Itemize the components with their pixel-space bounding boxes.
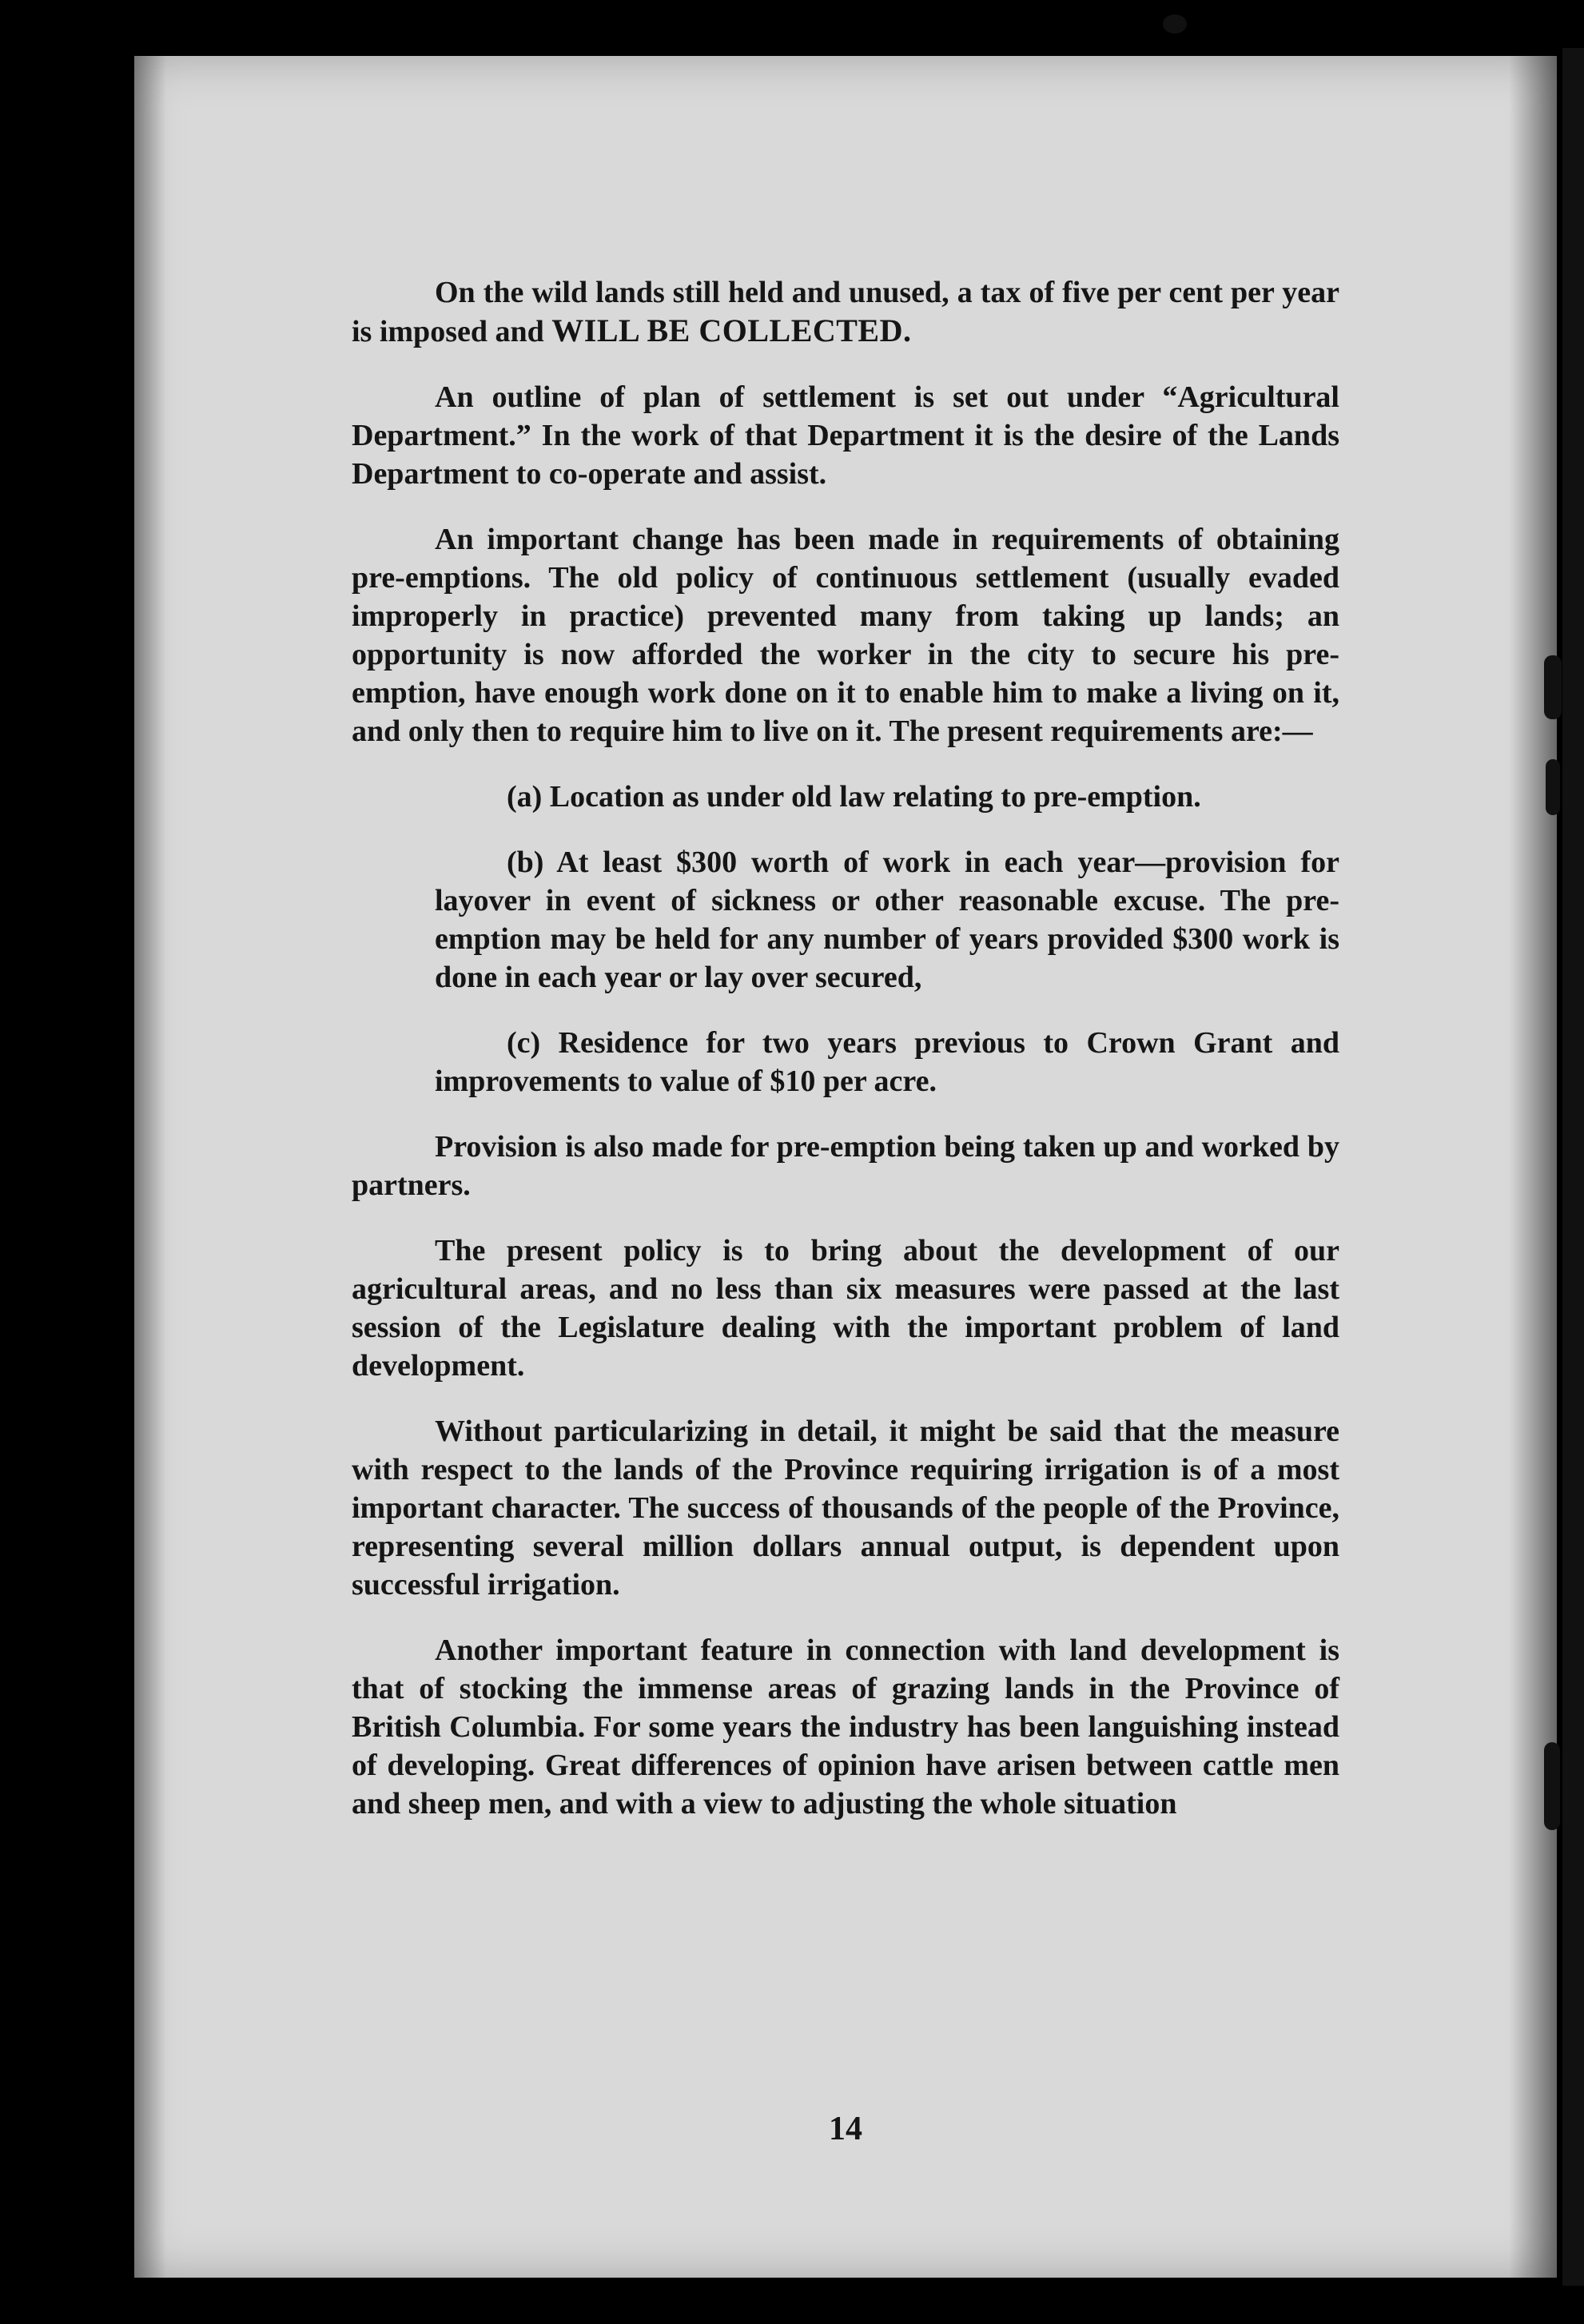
page-number: 14 [829,2111,862,2147]
body-text [352,273,1339,1850]
paragraph-irrigation: Without particularizing in detail, it might be said that the measure with respect to the lands of the Province requiring irrigation is of a most important character. The success of thousands of the people of the Province, representing several million dollars annual output, is dependent upon successful irrigation. [352,1415,1339,1602]
document-page [134,56,1557,2278]
page-edge-shadow-left [134,56,166,2278]
paragraph-present-policy: The present policy is to bring about the development of our agricultural areas, and no less than six measures were passed at the last session of the Legislature dealing with the important problem of land development. [352,1234,1339,1383]
scan-speck [1544,1742,1560,1830]
requirement-b: (b) At least $300 worth of work in each year—provision for layover in event of sickness or other reasonable excuse. The pre-emption may be held for any number of years provided $300 work is done in each year or lay over secured, [435,846,1339,994]
requirement-c: (c) Residence for two years previous to Crown Grant and improvements to value of $10 per acre. [435,1026,1339,1098]
scan-speck [1546,759,1560,815]
scan-speck [1544,655,1562,719]
paragraph-partners: Provision is also made for pre-emption being taken up and worked by partners. [352,1130,1339,1202]
emphasis-text: WILL BE COLLECTED. [551,312,912,348]
paragraph-wild-lands-tax [352,273,1339,351]
requirement-a: (a) Location as under old law relating to pre-emption. [507,780,1201,814]
book-spine [1562,48,1584,2286]
paragraph-grazing-lands: Another important feature in connection with land development is that of stocking the immense areas of grazing lands in the Province of British Columbia. For some years the industry has been languishing instead of developing. Great differences of opinion have arisen between cattle men and sheep men, and with a view to adjusting the whole situation [352,1634,1339,1821]
paragraph-settlement-plan: An outline of plan of settlement is set out under “Agricultural Department.” In the work of that Department it is the desire of the Lands Department to co-operate and assist. [352,380,1339,491]
paragraph-text: On the wild lands still held and unused, a tax of five per cent per year is imposed and [352,276,1339,348]
scan-speck [1163,14,1187,34]
paragraph-pre-emption-change: An important change has been made in requirements of obtaining pre-emptions. The old policy of continuous settlement (usually evaded improperly in practice) prevented many from taking up lands; an opportunity is now afforded the worker in the city to secure his pre-emption, have enough work done on it to enable him to make a living on it, and only then to require him to live on it. The present requirements are:— [352,523,1339,748]
page-edge-shadow-right [1509,56,1557,2278]
